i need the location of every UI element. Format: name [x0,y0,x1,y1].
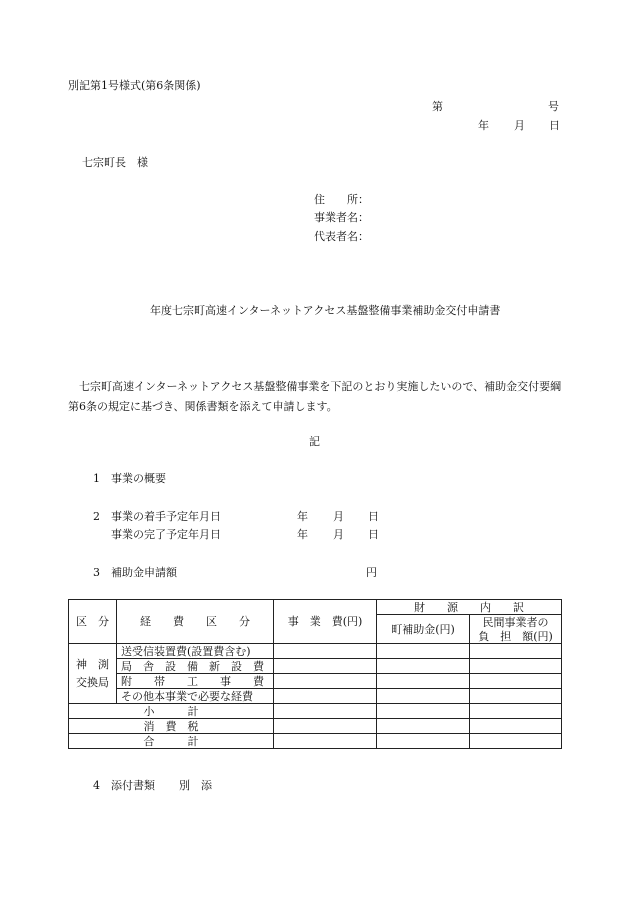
section-4-number: 4 [93,779,100,792]
applicant-representative-label: 代表者名： [314,230,369,243]
row-total: 合 計 [69,734,274,749]
start-date-day: 日 [368,510,379,523]
end-date-day: 日 [368,528,379,541]
cell-cost [274,659,377,674]
expense-table [68,599,562,749]
cell-cost [274,704,377,719]
cell-cost [274,689,377,704]
header-funding-breakdown: 財 源 内 訳 [377,600,562,615]
body-text: 七宗町高速インターネットアクセス基盤整備事業を下記のとおり実施したいので、補助金交付要綱第6条の規定に基づき、関係書類を添えて申請します。 [68,380,562,413]
item-other-expenses: その他本事業で必要な経費 [117,689,274,704]
item-station-facility: 局 舎 設 備 新 設 費 [117,659,274,674]
start-date-label: 事業の着手予定年月日 [111,510,221,523]
cell-town [377,704,470,719]
item-ancillary-work: 附 帯 工 事 費 [117,674,274,689]
end-date-month: 月 [333,528,344,541]
cell-private [470,689,562,704]
header-private-burden-line1: 民間事業者の [470,615,562,630]
ki-mark: 記 [309,435,320,448]
cell-town [377,719,470,734]
table-row [69,644,562,659]
header-expense-category: 経 費 区 分 [117,600,274,644]
cell-cost [274,734,377,749]
end-date-year: 年 [297,528,308,541]
applicant-address-label: 住 所： [314,193,369,206]
date-year: 年 [478,119,489,132]
header-kubun: 区 分 [69,600,117,644]
cell-private [470,659,562,674]
cell-town [377,689,470,704]
row-consumption-tax: 消 費 税 [69,719,274,734]
header-private-burden-line2: 負 担 額(円) [470,629,562,644]
date-day: 日 [549,119,560,132]
cell-private [470,704,562,719]
document-title: 年度七宗町高速インターネットアクセス基盤整備事業補助金交付申請書 [150,304,501,317]
applicant-business-name-label: 事業者名： [314,211,369,224]
document-number-suffix: 号 [548,100,559,113]
header-town-subsidy: 町補助金(円) [377,615,470,644]
cell-town [377,674,470,689]
cell-town [377,734,470,749]
addressee: 七宗町長 様 [82,156,148,169]
section-3-label: 補助金申請額 [111,566,177,579]
header-project-cost: 事 業 費(円) [274,600,377,644]
cell-private [470,674,562,689]
cell-cost [274,674,377,689]
table-row [69,600,562,615]
item-transceiver-equipment: 送受信装置費(設置費含む) [117,644,274,659]
start-date-year: 年 [297,510,308,523]
table-row [69,689,562,704]
form-label: 別記第1号様式(第6条関係) [68,79,201,92]
cell-private [470,719,562,734]
section-4-value: 別 添 [179,779,212,792]
section-4-label: 添付書類 [111,779,155,792]
table-row [69,659,562,674]
table-row [69,674,562,689]
section-1-number: 1 [93,472,100,485]
cell-private [470,644,562,659]
cell-town [377,659,470,674]
date-month: 月 [514,119,525,132]
cell-private [470,734,562,749]
table-row [69,704,562,719]
row-subtotal: 小 計 [69,704,274,719]
end-date-label: 事業の完了予定年月日 [111,528,221,541]
table-row [69,719,562,734]
group-kambuchi-exchange: 神 渕 交換局 [69,644,117,704]
section-3-number: 3 [93,566,100,579]
cell-cost [274,644,377,659]
section-1-label: 事業の概要 [111,472,166,485]
table-row [69,734,562,749]
cell-town [377,644,470,659]
start-date-month: 月 [333,510,344,523]
section-2-number: 2 [93,510,100,523]
document-number-prefix: 第 [432,100,443,113]
cell-cost [274,719,377,734]
section-3-unit: 円 [366,566,377,579]
